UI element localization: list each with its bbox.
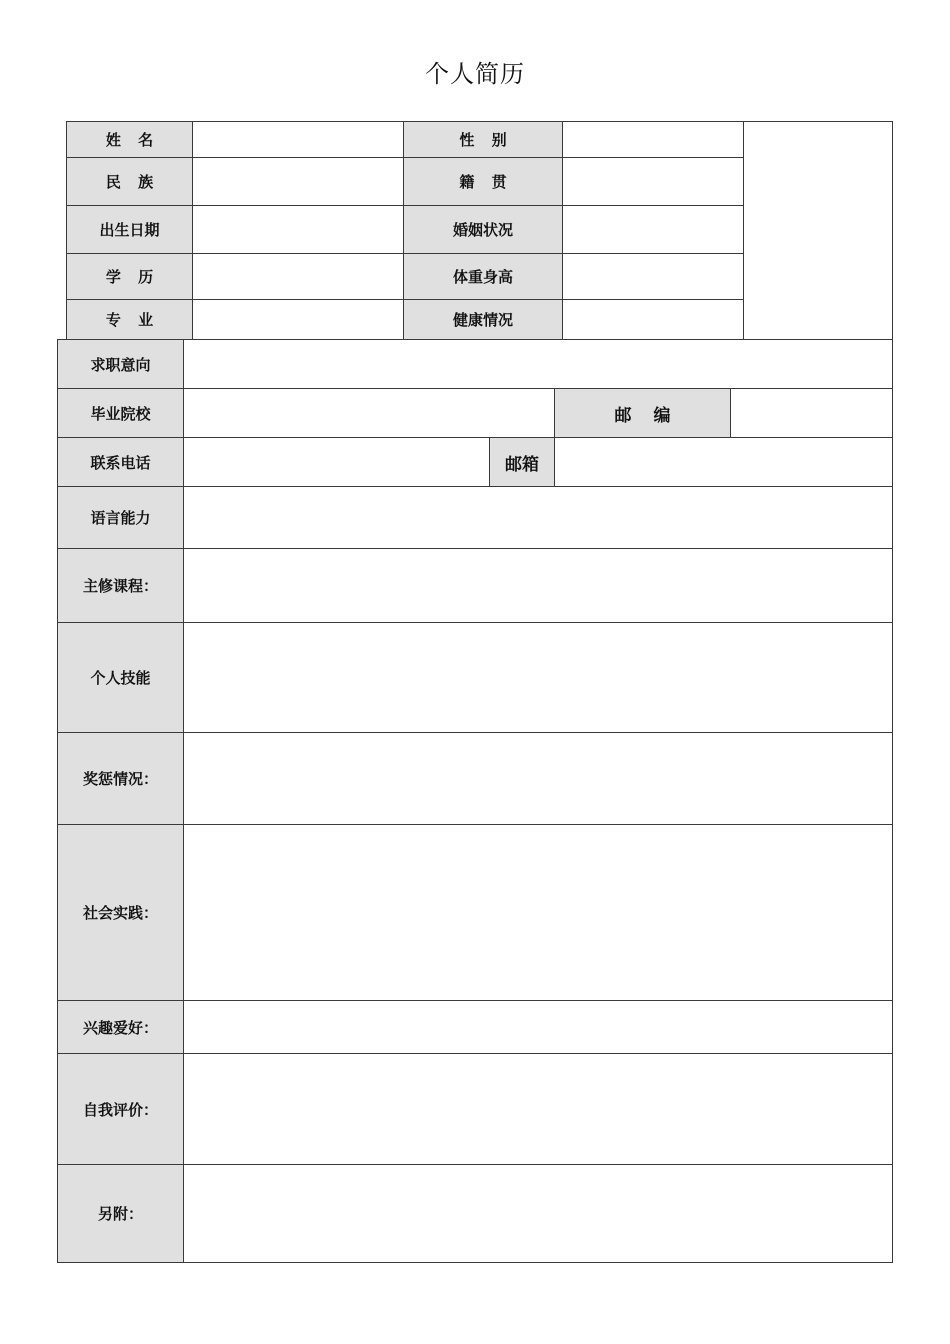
label-gender: 性 别	[403, 121, 563, 158]
photo-area[interactable]	[743, 121, 893, 340]
value-height-weight[interactable]	[562, 253, 744, 300]
value-email[interactable]	[554, 437, 893, 487]
value-ethnicity[interactable]	[192, 157, 404, 206]
value-courses[interactable]	[183, 548, 893, 623]
value-hobbies[interactable]	[183, 1000, 893, 1054]
label-ethnicity: 民 族	[66, 157, 193, 206]
label-birth-date: 出生日期	[66, 205, 193, 254]
value-self-eval[interactable]	[183, 1053, 893, 1165]
label-attachment: 另附：	[57, 1164, 184, 1263]
label-courses: 主修课程：	[57, 548, 184, 623]
label-marital-status: 婚姻状况	[403, 205, 563, 254]
value-practice[interactable]	[183, 824, 893, 1001]
value-school[interactable]	[183, 388, 555, 438]
value-marital-status[interactable]	[562, 205, 744, 254]
label-name: 姓 名	[66, 121, 193, 158]
label-hobbies: 兴趣爱好：	[57, 1000, 184, 1054]
value-phone[interactable]	[183, 437, 490, 487]
label-school: 毕业院校	[57, 388, 184, 438]
label-language: 语言能力	[57, 486, 184, 549]
label-height-weight: 体重身高	[403, 253, 563, 300]
value-skills[interactable]	[183, 622, 893, 733]
label-awards: 奖惩情况：	[57, 732, 184, 825]
label-practice: 社会实践：	[57, 824, 184, 1001]
value-major[interactable]	[192, 299, 404, 340]
label-email: 邮箱	[489, 437, 555, 487]
label-health: 健康情况	[403, 299, 563, 340]
value-education[interactable]	[192, 253, 404, 300]
label-job-intention: 求职意向	[57, 339, 184, 389]
value-job-intention[interactable]	[183, 339, 893, 389]
value-language[interactable]	[183, 486, 893, 549]
label-self-eval: 自我评价：	[57, 1053, 184, 1165]
value-birth-date[interactable]	[192, 205, 404, 254]
label-phone: 联系电话	[57, 437, 184, 487]
value-gender[interactable]	[562, 121, 744, 158]
page-title: 个人简历	[425, 60, 525, 88]
value-native-place[interactable]	[562, 157, 744, 206]
label-skills: 个人技能	[57, 622, 184, 733]
value-name[interactable]	[192, 121, 404, 158]
label-native-place: 籍 贯	[403, 157, 563, 206]
value-awards[interactable]	[183, 732, 893, 825]
label-education: 学 历	[66, 253, 193, 300]
value-health[interactable]	[562, 299, 744, 340]
label-major: 专 业	[66, 299, 193, 340]
value-postcode[interactable]	[730, 388, 893, 438]
label-postcode: 邮 编	[554, 388, 731, 438]
value-attachment[interactable]	[183, 1164, 893, 1263]
